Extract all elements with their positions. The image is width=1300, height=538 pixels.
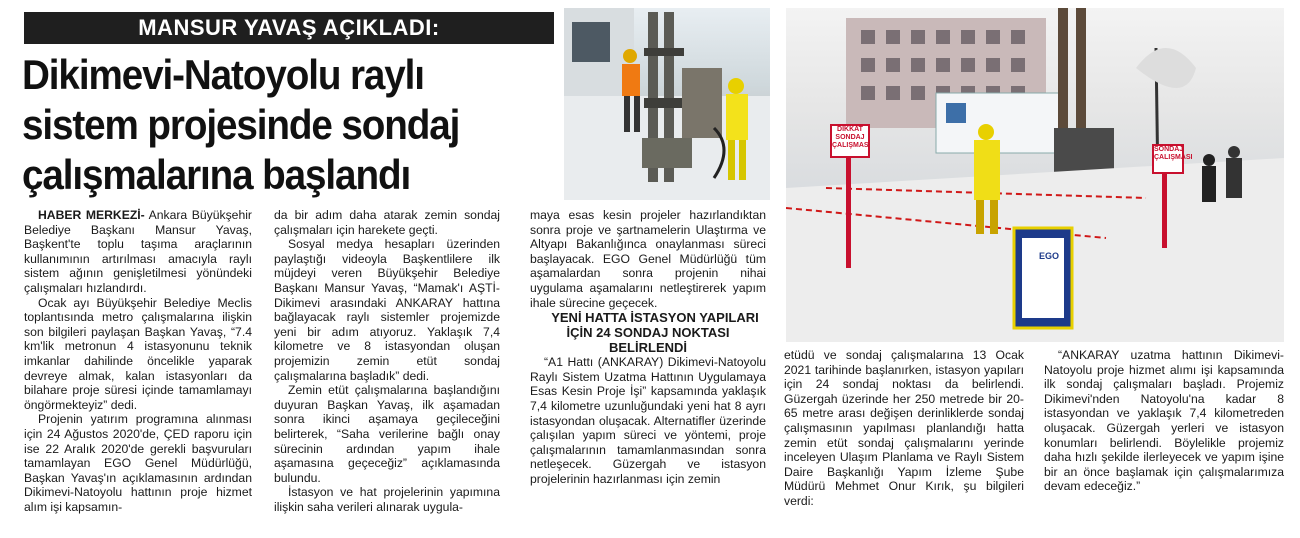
paragraph: Zemin etüt çalışmalarına başlandığını duyuran Başkan Yavaş, ilk aşamadan sonra ikinci aşamaya geçileceğini belirterek, “Saha verilerine bağlı onay sürecinin ardından yapım ihale aşamasına geçeceğiz” açıklamasında bulundu. [274, 383, 500, 485]
paragraph-text: Ankara Büyükşehir Belediye Başkanı Mansur Yavaş, Başkent'te toplu taşıma araçlarının kullanımının artırılması amacıyla raylı sistem ağının genişletilmesi yönündeki çalışmaları hızlandırdı. [24, 208, 252, 295]
article-column-1 [24, 208, 252, 514]
paragraph: İstasyon ve hat projelerinin yapımına ilişkin saha verileri alınarak uygula- [274, 485, 500, 514]
photo-drilling-rig [564, 8, 770, 200]
article-column-2 [274, 208, 500, 514]
headline-line-1: Dikimevi-Natoyolu raylı [22, 51, 424, 98]
paragraph: Ocak ayı Büyükşehir Belediye Meclis toplantısında metro çalışmalarına ilişkin son bilgileri paylaşan Başkan Yavaş, “7.4 km'lik metronun 4 istasyonunu teknik imkanlar dahilinde öncelikle yaparak devreye almak, kalan istasyonları da bilahare proje süresi içinde tamamlamayı öngörmekteyiz” dedi. [24, 295, 252, 412]
ego-board-brand: EGO [1038, 251, 1059, 261]
headline-line-2: sistem projesinde sondaj [22, 101, 460, 148]
article-column-5 [1044, 348, 1284, 494]
photo-street-drilling [786, 8, 1284, 342]
quote-paragraph: “ANKARAY uzatma hattının Dikimevi-Natoyolu proje hizmet alımı işi kapsamında ilk sondaj çalışmaları başladı. Projemiz Dikimevi'nden Natoyolu'na kadar 8 istasyondan ve yaklaşık 7,4 kilometreden oluşacak. Güzergah yerleri ve istasyon konumları belirlendi. Böylelikle projemiz daha hızlı şekilde ilerleyecek ve yapım işine bir an önce başlamak için çalışmalarımıza devam edeceğiz.” [1044, 348, 1284, 494]
warning-sign: DİKKAT SONDAJ ÇALIŞMASI [830, 124, 870, 158]
paragraph: “A1 Hattı (ANKARAY) Dikimevi-Natoyolu Raylı Sistem Uzatma Hattının Uygulamaya Esas Kesin Proje İşi” kapsamında yaklaşık 7,4 kilometre uzunluğundaki yeni hat 8 ayrı istasyondan oluşacak. Alternatifler üzerinde çalışılan yapım süreci ve yöntemi, proje çalışmalarının tamamlanmasından sonra netleşecek. Güzergah ve istasyon projelerinin hazırlanması için zemin [530, 355, 766, 486]
headline [22, 50, 514, 200]
kicker-banner: MANSUR YAVAŞ AÇIKLADI: [24, 12, 554, 44]
subheading: YENİ HATTA İSTASYON YAPILARI İÇİN 24 SONDAJ NOKTASI BELİRLENDİ [551, 310, 759, 356]
paragraph: etüdü ve sondaj çalışmalarına 13 Ocak 2021 tarihinde başlanırken, istasyon yapıları için 24 sondaj noktası da belirlendi. Güzergah üzerinde her 250 metrede bir 20-65 metre arası değişen derinliklerde sondaj çalışmasının yapılması planlandığı hatta zemin etüt sondaj çalışmalarını yerinde inceleyen Ulaşım Planlama ve Raylı Sistem Daire Başkanlığı Yapım İzleme Şube Müdürü Mehmet Onur Kırık, şu bilgileri verdi: [784, 348, 1024, 508]
photo-drilling-rig-illustration [564, 8, 770, 200]
article-column-3 [530, 208, 766, 487]
photo-street-illustration [786, 8, 1284, 342]
paragraph: da bir adım daha atarak zemin sondaj çalışmaları için harekete geçti. [274, 208, 500, 237]
article-column-4 [784, 348, 1024, 509]
paragraph: Sosyal medya hesapları üzerinden paylaştığı videoyla Başkentlilere ilk müjdeyi veren Büyükşehir Belediye Başkanı Mansur Yavaş, “Mamak'ı AŞTİ-Dikimevi arasındaki ANKARAY hattına bağlayacak raylı sistemler projemizde yeni bir adım atıyoruz. Yaklaşık 7,4 kilometre ve 8 istasyondan oluşan projemizin zemin etüt sondaj çalışmalarına başladık” dedi. [274, 237, 500, 383]
paragraph: maya esas kesin projeler hazırlandıktan sonra proje ve şartnamelerin Ulaştırma ve Altyapı Bakanlığınca onaylanması süreci başlayacak. EGO Genel Müdürlüğü tüm aşamalardan sonra projenin nihai uygulama aşamalarını netleştirerek yapım ihale sürecine geçecek. [530, 208, 766, 310]
paragraph: Projenin yatırım programına alınması için 24 Ağustos 2020'de, ÇED raporu için ise 22 Aralık 2020'de gerekli başvuruları tamamlayan EGO Genel Müdürlüğü, Başkan Yavaş'ın açıklamasının ardından Dikimevi-Natoyolu hattının proje hizmet alım işi kapsamın- [24, 412, 252, 514]
paragraph [24, 208, 252, 296]
warning-sign-2: SONDAJ ÇALIŞMASI [1152, 144, 1184, 174]
headline-line-3: çalışmalarına başlandı [22, 151, 411, 198]
dateline: HABER MERKEZİ- [38, 208, 145, 222]
